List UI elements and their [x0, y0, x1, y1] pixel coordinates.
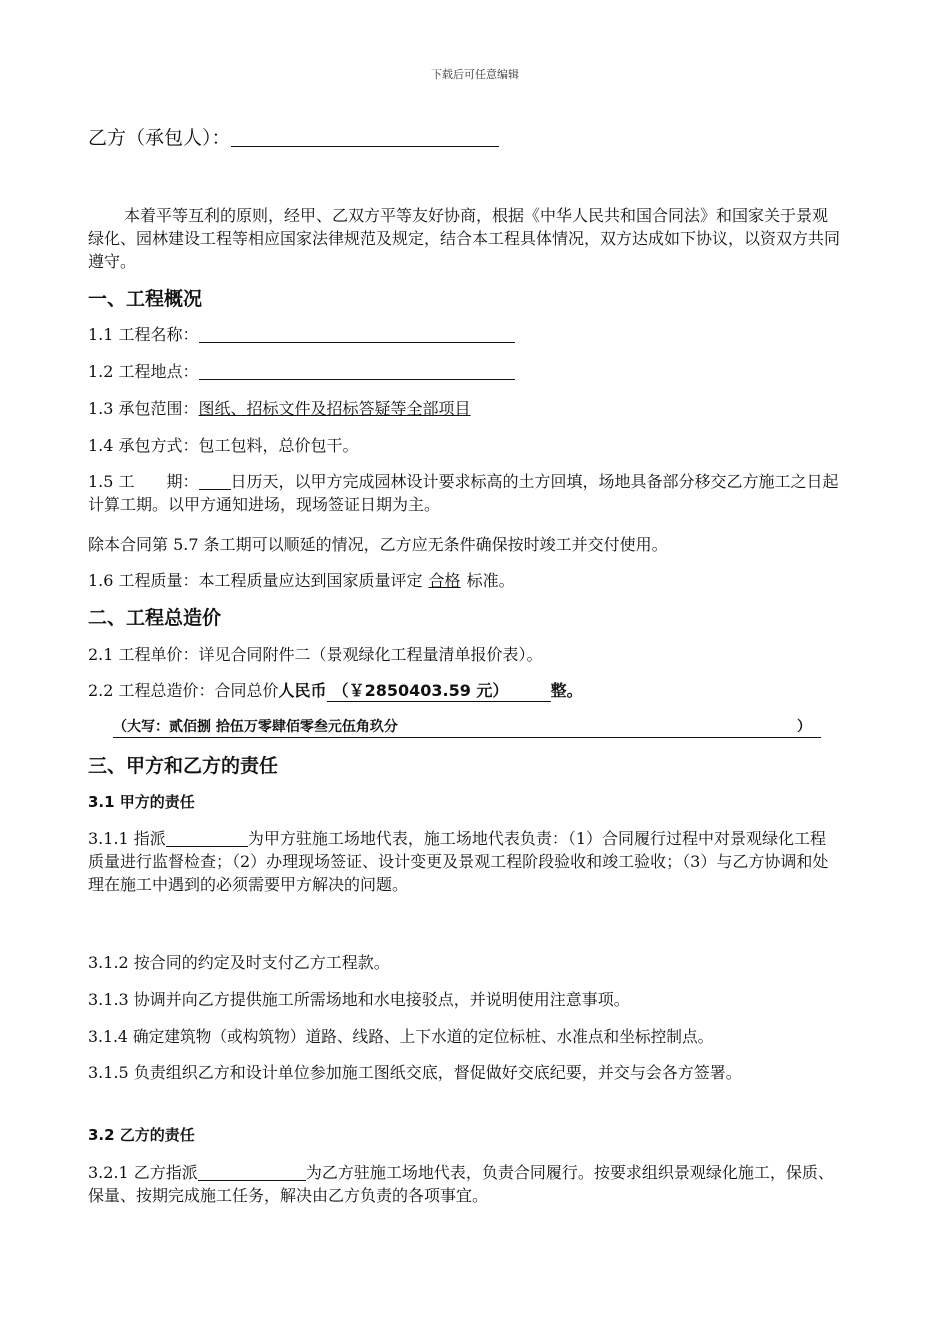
party-b-label: 乙方（承包人）：	[88, 127, 231, 149]
total-price-suffix: 整。	[550, 681, 583, 700]
section-2-title: 二、工程总造价	[88, 607, 222, 629]
item-1-6: 1.6 工程质量：本工程质量应达到国家质量评定 合格 标准。	[88, 571, 515, 590]
contract-scope-value: 图纸、招标文件及招标答疑等全部项目	[198, 399, 471, 418]
item-3-1-1: 3.1.1 指派 为甲方驻施工场地代表，施工场地代表负责：（1）合同履行过程中对景观绿化工程质量进行监督检查；（2）办理现场签证、设计变更及景观工程阶段验收和竣工验收；（3）与乙方协调和处理在施工中遇到的必须需要甲方解决的问题。	[88, 829, 829, 894]
item-2-1: 2.1 工程单价：详见合同附件二（景观绿化工程量清单报价表）。	[88, 645, 543, 664]
capital-amount-text: （大写：贰佰捌 拾伍万零肆佰零叁元伍角玖分	[113, 719, 398, 735]
quality-grade-value: 合格	[428, 571, 461, 590]
item-1-5-note: 除本合同第 5.7 条工期可以顺延的情况，乙方应无条件确保按时竣工并交付使用。	[88, 535, 668, 554]
item-3-1-4: 3.1.4 确定建筑物（或构筑物）道路、线路、上下水道的定位标桩、水准点和坐标控制点。	[88, 1027, 714, 1046]
party-a-rep-blank[interactable]	[166, 829, 248, 847]
item-1-4: 1.4 承包方式：包工包料，总价包干。	[88, 436, 359, 455]
item-1-3: 1.3 承包范围：图纸、招标文件及招标答疑等全部项目	[88, 399, 471, 418]
item-1-5: 1.5 工 期： 日历天，以甲方完成园林设计要求标高的土方回填，场地具备部分移交乙方施工之日起计算工期。以甲方通知进场，现场签证日期为主。	[88, 472, 839, 514]
total-price-amount: （￥2850403.59 元）	[327, 681, 551, 702]
party-b-blank[interactable]	[231, 129, 499, 147]
page-header-note: 下载后可任意编辑	[431, 68, 519, 81]
item-1-1: 1.1 工程名称：	[88, 323, 515, 346]
party-b-line	[88, 125, 499, 151]
item-2-2: 2.2 工程总造价：合同总价人民币 （￥2850403.59 元） 整。	[88, 681, 583, 700]
intro-paragraph: 本着平等互利的原则，经甲、乙双方平等友好协商，根据《中华人民共和国合同法》和国家关于景观绿化、园林建设工程等相应国家法律规范及规定，结合本工程具体情况，双方达成如下协议，以资双方共同遵守。	[88, 206, 841, 271]
duration-days-blank[interactable]	[199, 472, 231, 490]
section-1-title: 一、工程概况	[88, 288, 203, 310]
currency-label: 人民币	[278, 681, 327, 700]
subsection-3-1-title: 3.1 甲方的责任	[88, 793, 195, 811]
project-location-blank[interactable]	[199, 362, 515, 380]
item-3-1-3: 3.1.3 协调并向乙方提供施工所需场地和水电接驳点，并说明使用注意事项。	[88, 990, 630, 1009]
item-3-1-2: 3.1.2 按合同的约定及时支付乙方工程款。	[88, 953, 390, 972]
capital-amount-close: ）	[797, 719, 811, 735]
capital-amount-line	[113, 717, 821, 738]
subsection-3-2-title: 3.2 乙方的责任	[88, 1126, 195, 1144]
item-1-2: 1.2 工程地点：	[88, 360, 515, 383]
party-b-rep-blank[interactable]	[198, 1163, 306, 1181]
project-name-blank[interactable]	[199, 325, 515, 343]
item-3-1-5: 3.1.5 负责组织乙方和设计单位参加施工图纸交底，督促做好交底纪要，并交与会各方签署。	[88, 1063, 742, 1082]
section-3-title: 三、甲方和乙方的责任	[88, 755, 279, 777]
item-3-2-1: 3.2.1 乙方指派 为乙方驻施工场地代表，负责合同履行。按要求组织景观绿化施工，保质、保量、按期完成施工任务，解决由乙方负责的各项事宜。	[88, 1163, 834, 1205]
